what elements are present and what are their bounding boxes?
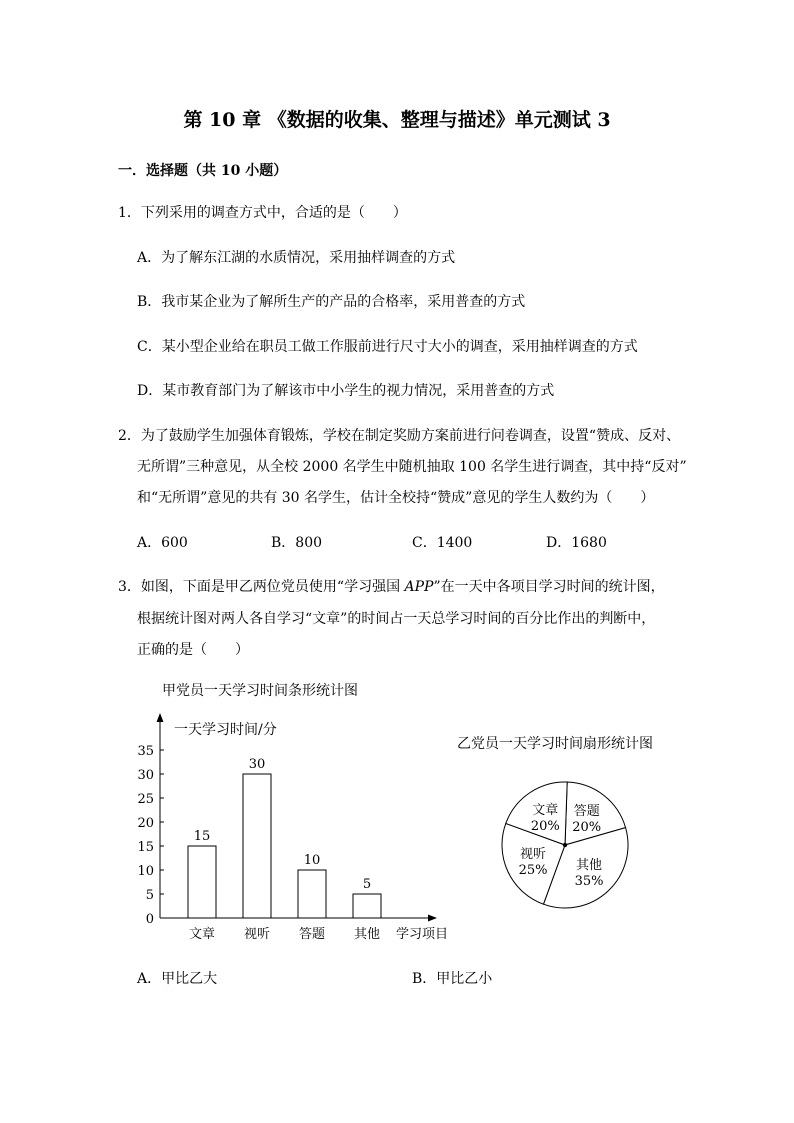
bar <box>243 774 271 918</box>
page-title: 第 10 章 《数据的收集、整理与描述》单元测试 3 <box>183 109 611 131</box>
section-heading: 一．选择题（共 10 小题） <box>118 163 288 179</box>
bar <box>188 846 216 918</box>
pie-slice-percent: 25% <box>518 862 548 878</box>
q2-option-c: C．1400 <box>412 535 473 551</box>
bar-value-label: 5 <box>362 877 372 892</box>
x-axis-arrow <box>428 915 437 922</box>
q2-option-a: A．600 <box>137 535 188 551</box>
q1-option-c: C．某小型企业给在职员工做工作服前进行尺寸大小的调查，采用抽样调查的方式 <box>137 339 638 355</box>
bar-value-label: 30 <box>248 757 266 772</box>
y-tick-label: 10 <box>137 864 154 879</box>
pie-chart-title: 乙党员一天学习时间扇形统计图 <box>457 736 653 752</box>
bar-chart-title: 甲党员一天学习时间条形统计图 <box>162 683 358 699</box>
bar-chart <box>130 675 460 945</box>
question-2-text-1: 为了鼓励学生加强体育锻炼，学校在制定奖励方案前进行问卷调查，设置“赞成、反对、 <box>140 428 681 444</box>
q3-option-b: B．甲比乙小 <box>412 971 493 987</box>
question-1 <box>118 202 407 222</box>
q1-option-b: B．我市某企业为了解所生产的产品的合格率，采用普查的方式 <box>137 294 526 310</box>
y-tick-label: 5 <box>145 888 154 903</box>
bar-category-label: 答题 <box>298 927 326 942</box>
bar-value-label: 15 <box>193 829 211 844</box>
y-tick-label: 25 <box>137 792 154 807</box>
question-3-app: APP <box>404 579 434 595</box>
question-3-line-3: 正确的是（ ） <box>137 642 249 658</box>
q2-option-d: D．1680 <box>546 535 607 551</box>
pie-slice-label: 文章 <box>532 802 559 818</box>
bar-category-label: 文章 <box>188 927 216 942</box>
pie-slice-percent: 20% <box>572 820 602 836</box>
q1-option-d: D．某市教育部门为了解该市中小学生的视力情况，采用普查的方式 <box>137 383 555 399</box>
q2-option-b: B．800 <box>271 535 323 551</box>
question-2-line-2: 无所谓”三种意见，从全校 2000 名学生中随机抽取 100 名学生进行调查，其中持“反对” <box>137 459 687 475</box>
question-3-text-1b: ”在一天中各项目学习时间的统计图， <box>433 579 665 595</box>
question-1-number: 1． <box>118 205 141 221</box>
pie-slice-label: 答题 <box>573 804 600 820</box>
y-tick-label: 30 <box>137 768 154 783</box>
y-tick-label: 15 <box>137 840 154 855</box>
bar-category-label: 视听 <box>243 927 271 942</box>
pie-center-dot <box>563 843 567 847</box>
question-3-line-2: 根据统计图对两人各自学习“文章”的时间占一天总学习时间的百分比作出的判断中， <box>137 611 656 627</box>
pie-slice-percent: 20% <box>530 818 560 834</box>
y-tick-label: 20 <box>137 816 154 831</box>
question-2-line-1 <box>118 425 680 445</box>
question-2-number: 2． <box>118 428 141 444</box>
pie-slice-label: 其他 <box>576 857 603 873</box>
y-axis-arrow <box>157 713 164 722</box>
bar-chart-ylabel: 一天学习时间/分 <box>174 722 277 738</box>
question-3-line-1 <box>118 576 665 596</box>
bar-category-label: 其他 <box>353 927 381 942</box>
q3-option-a: A．甲比乙大 <box>137 971 218 987</box>
pie-slice-percent: 35% <box>574 873 604 889</box>
question-1-text: 下列采用的调查方式中，合适的是（ ） <box>140 205 407 221</box>
y-tick-label: 35 <box>137 744 154 759</box>
question-3-number: 3． <box>118 579 141 595</box>
question-3-text-1a: 如图，下面是甲乙两位党员使用“学习强国 <box>140 579 405 595</box>
y-tick-label: 0 <box>145 912 154 927</box>
q1-option-a: A．为了解东江湖的水质情况，采用抽样调查的方式 <box>137 250 456 266</box>
pie-slice-label: 视听 <box>520 846 547 862</box>
pie-chart <box>490 770 640 920</box>
bar <box>353 894 381 918</box>
question-2-line-3: 和“无所谓”意见的共有 30 名学生，估计全校持“赞成”意见的学生人数约为（ ） <box>137 490 655 506</box>
bar <box>298 870 326 918</box>
bar-value-label: 10 <box>303 853 321 868</box>
bar-chart-xlabel: 学习项目 <box>395 927 449 942</box>
